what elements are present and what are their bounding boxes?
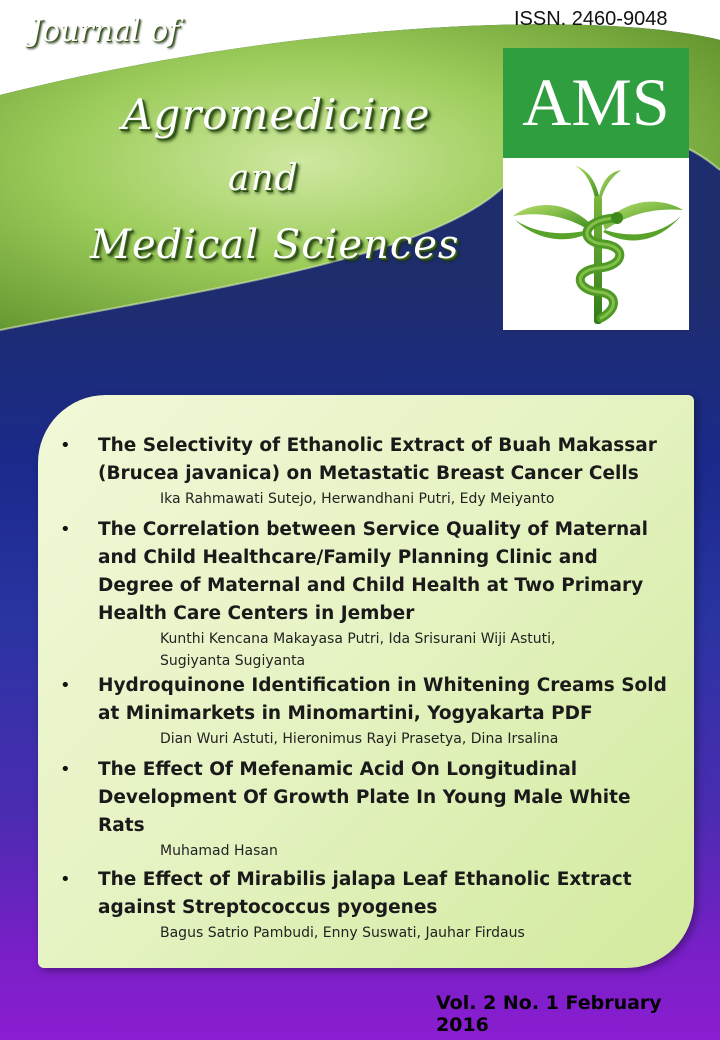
bullet-icon: •	[60, 519, 71, 540]
journal-title-line-2: and	[228, 158, 299, 199]
article-item	[58, 432, 678, 516]
issn-number: ISSN. 2460-9048	[514, 8, 668, 30]
article-item	[58, 516, 678, 672]
article-title: The Effect of Mirabilis jalapa Leaf Ethanolic Extract against Streptococcus pyogenes	[98, 869, 632, 918]
article-authors: Muhamad Hasan	[160, 843, 278, 859]
article-title: The Selectivity of Ethanolic Extract of Buah Makassar (Brucea javanica) on Metastatic Breast Cancer Cells	[98, 435, 657, 484]
bullet-icon: •	[60, 435, 71, 456]
article-item	[58, 866, 678, 950]
article-title: The Correlation between Service Quality of Maternal and Child Healthcare/Family Planning Clinic and Degree of Maternal and Child Health at Two Primary Health Care Centers in Jember	[98, 519, 648, 624]
ams-logo	[503, 48, 689, 330]
article-item	[58, 756, 678, 866]
article-authors: Ika Rahmawati Sutejo, Herwandhani Putri, Edy Meiyanto	[160, 491, 555, 507]
article-title: Hydroquinone Identification in Whitening Creams Sold at Minimarkets in Minomartini, Yogyakarta PDF	[98, 675, 667, 724]
article-authors: Bagus Satrio Pambudi, Enny Suswati, Jauhar Firdaus	[160, 925, 525, 941]
journal-prefix: Journal of	[30, 14, 180, 49]
logo-band	[503, 48, 689, 158]
article-authors: Kunthi Kencana Makayasa Putri, Ida Srisurani Wiji Astuti, Sugiyanta Sugiyanta	[160, 631, 556, 669]
journal-title-line-3: Medical Sciences	[90, 222, 460, 268]
article-authors: Dian Wuri Astuti, Hieronimus Rayi Prasetya, Dina Irsalina	[160, 731, 559, 747]
article-list	[58, 432, 678, 950]
leaf-caduceus-icon	[503, 158, 689, 330]
bullet-icon: •	[60, 759, 71, 780]
article-item	[58, 672, 678, 756]
logo-text: AMS	[522, 64, 670, 140]
bullet-icon: •	[60, 869, 71, 890]
article-title: The Effect Of Mefenamic Acid On Longitudinal Development Of Growth Plate In Young Male White Rats	[98, 759, 631, 836]
issue-info: Vol. 2 No. 1 February 2016	[436, 992, 662, 1036]
journal-title-line-1: Agromedicine	[122, 90, 431, 139]
bullet-icon: •	[60, 675, 71, 696]
